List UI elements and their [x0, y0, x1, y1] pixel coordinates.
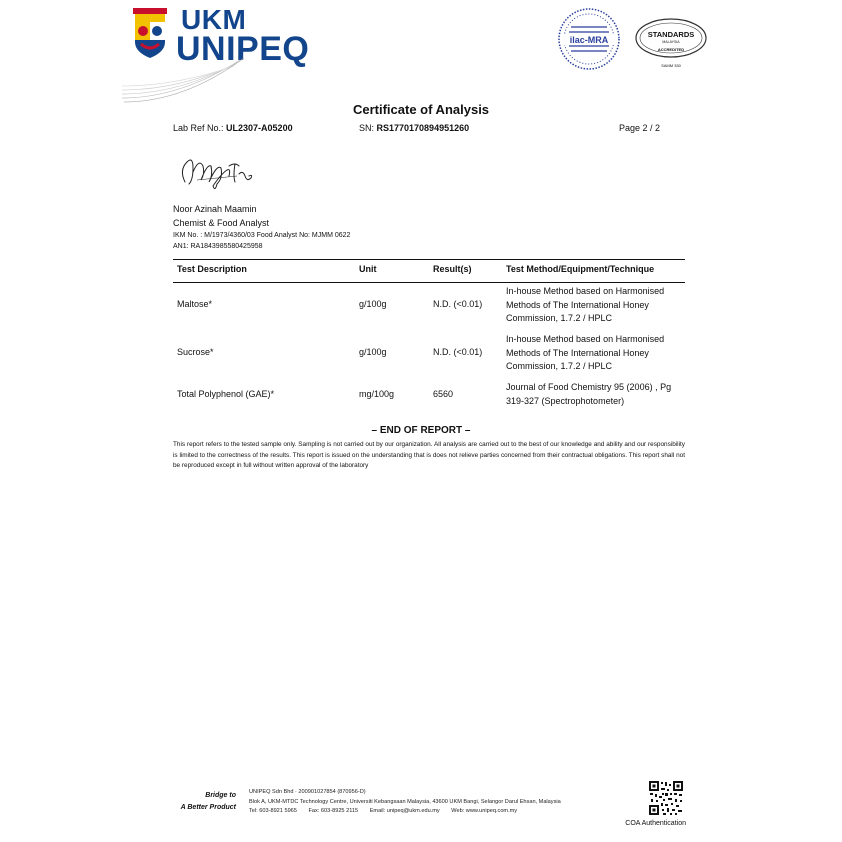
contact-email[interactable]: Email: unipeq@ukm.edu.my — [369, 808, 440, 815]
coa-authentication-label: COA Authentication — [625, 820, 686, 827]
signatory-an1-number: AN1: RA1843985580425958 — [173, 243, 263, 250]
ilac-mra-logo — [557, 7, 621, 71]
table-row — [173, 331, 685, 379]
row-result: 6560 — [433, 389, 454, 399]
method-line: Commission, 1.7.2 / HPLC — [506, 313, 613, 323]
svg-text:STANDARDS: STANDARDS — [647, 30, 695, 39]
slogan-line-2: A Better Product — [180, 804, 236, 811]
svg-text:SAMM 330: SAMM 330 — [661, 63, 681, 68]
brand-ukm: UKM — [181, 4, 247, 35]
lab-ref — [173, 123, 293, 133]
footer-slogan — [150, 790, 236, 814]
company-registration: UNIPEQ Sdn Bhd · 200901027854 (870956-D) — [249, 789, 366, 795]
table-row — [173, 379, 685, 415]
standards-malaysia-logo — [634, 14, 708, 70]
table-row — [173, 283, 685, 331]
row-method — [506, 333, 686, 374]
qr-code-icon[interactable] — [648, 780, 684, 816]
page-number: Page 2 / 2 — [618, 123, 660, 133]
contact-fax: Fax: 603-8925 2115 — [308, 808, 359, 815]
row-description: Maltose* — [177, 299, 213, 309]
ukm-crest-logo — [131, 8, 169, 58]
method-line: 319-327 (Spectrophotometer) — [506, 395, 625, 406]
results-table — [173, 259, 685, 415]
method-line: Commission, 1.7.2 / HPLC — [506, 361, 613, 371]
lab-ref-value: UL2307-A05200 — [226, 123, 293, 133]
row-result: N.D. (<0.01) — [433, 347, 483, 357]
row-description: Total Polyphenol (GAE)* — [177, 389, 275, 399]
brand-unipeq: UNIPEQ — [176, 30, 310, 68]
header-unit: Unit — [359, 264, 377, 274]
row-unit: g/100g — [359, 299, 387, 309]
end-of-report: – END OF REPORT – — [371, 425, 471, 436]
method-line: Methods of The International Honey — [506, 299, 649, 310]
row-result: N.D. (<0.01) — [433, 299, 483, 309]
method-line: In-house Method based on Harmonised — [506, 286, 665, 296]
row-unit: mg/100g — [359, 389, 395, 399]
header-results: Result(s) — [433, 264, 472, 274]
sn-label: SN: — [359, 123, 377, 133]
swoosh-decoration — [120, 58, 280, 104]
signatory-role: Chemist & Food Analyst — [173, 218, 270, 228]
contact-web[interactable]: Web: www.unipeq.com.my — [451, 808, 518, 815]
table-header-row — [173, 259, 685, 283]
signatory-ikm-number: IKM No. : M/1973/4360/03 Food Analyst No: MJMM 0622 — [173, 232, 351, 239]
signatory-name: Noor Azinah Maamin — [173, 204, 257, 214]
company-address: Blok A, UKM-MTDC Technology Centre, Universiti Kebangsaan Malaysia, 43600 UKM Bangi, Selangor Darul Ehsan, Malaysia — [249, 798, 561, 805]
method-line: Methods of The International Honey — [506, 347, 649, 358]
serial-number — [359, 123, 469, 133]
header-test-description: Test Description — [177, 264, 247, 274]
disclaimer-text: This report refers to the tested sample only. Sampling is not carried out by our organization. All analysis are carried out to the best of our knowledge and ability and our responsibility is limited to the correctness of the results. This report is issued on the understanding that is does not relieve parties concerned from their contractual obligations. This report shall not be reproduced except in full without written approval of the laboratory — [173, 441, 685, 470]
row-method — [506, 381, 686, 408]
svg-text:ACCREDITED: ACCREDITED — [657, 47, 685, 52]
header-test-method: Test Method/Equipment/Technique — [506, 264, 655, 274]
sn-value: RS1770170894951260 — [376, 123, 470, 133]
contact-tel: Tel: 603-8921 5965 — [249, 808, 297, 815]
method-line: Journal of Food Chemistry 95 (2006) , Pg — [506, 382, 672, 392]
row-method — [506, 285, 686, 326]
footer-company-info — [249, 788, 561, 817]
lab-ref-label: Lab Ref No.: — [173, 123, 227, 133]
row-unit: g/100g — [359, 347, 387, 357]
svg-text:MALAYSIA: MALAYSIA — [662, 40, 680, 44]
method-line: In-house Method based on Harmonised — [506, 334, 665, 344]
slogan-line-1: Bridge to — [205, 792, 236, 799]
row-description: Sucrose* — [177, 347, 214, 357]
company-contacts — [249, 807, 561, 817]
svg-text:ilac-MRA: ilac-MRA — [569, 35, 609, 45]
signature-image — [177, 152, 265, 194]
document-title: Certificate of Analysis — [352, 102, 490, 117]
